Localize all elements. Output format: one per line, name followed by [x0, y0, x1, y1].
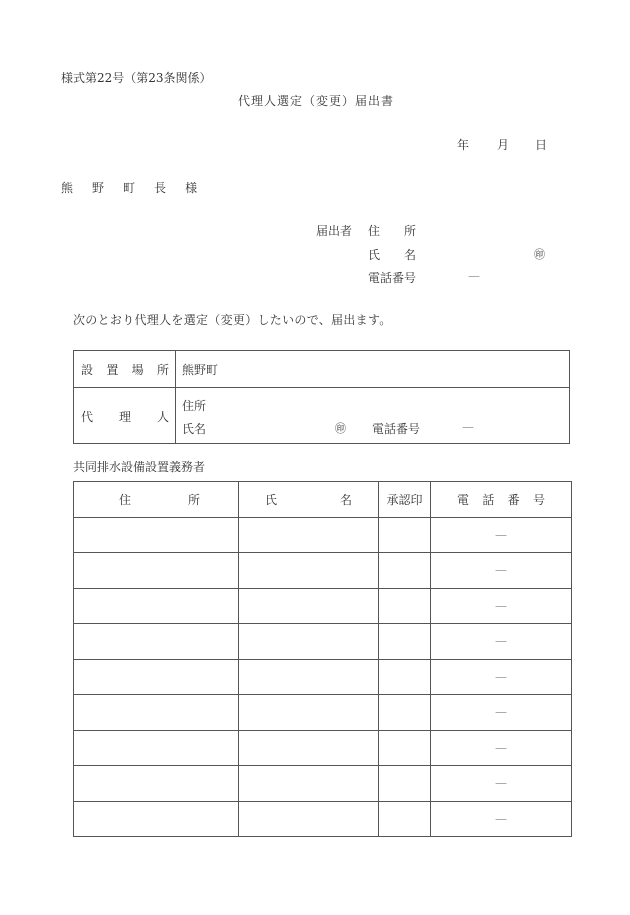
name-cell[interactable]: [239, 801, 379, 837]
applicant-phone-label: 電話番号: [368, 271, 417, 285]
column-header-phone: 電 話 番 号: [431, 482, 572, 518]
document-title: 代理人選定（変更）届出書: [238, 94, 395, 108]
agent-phone-dash: —: [462, 420, 474, 434]
location-value[interactable]: 熊野町: [182, 363, 219, 377]
addressee-char: 野: [92, 181, 105, 195]
name-cell[interactable]: [239, 588, 379, 624]
seal-cell[interactable]: [379, 588, 431, 624]
obligors-section-title: 共同排水設備設置義務者: [73, 460, 206, 474]
table-row: [74, 588, 572, 624]
agent-label: 代 理 人: [81, 410, 169, 424]
phone-cell[interactable]: —: [431, 588, 572, 624]
name-cell[interactable]: [239, 659, 379, 695]
table-header-row: [74, 482, 572, 518]
applicant-address-label: 住 所: [368, 224, 417, 238]
applicant-phone-dash: —: [468, 269, 480, 283]
column-header-name: 氏 名: [239, 482, 379, 518]
address-cell[interactable]: [74, 730, 239, 766]
seal-cell[interactable]: [379, 553, 431, 589]
name-cell[interactable]: [239, 553, 379, 589]
column-header-approval-seal: 承認印: [379, 482, 431, 518]
phone-cell[interactable]: —: [431, 766, 572, 802]
column-header-address: 住 所: [74, 482, 239, 518]
address-cell[interactable]: [74, 659, 239, 695]
name-cell[interactable]: [239, 695, 379, 731]
name-cell[interactable]: [239, 730, 379, 766]
phone-cell[interactable]: —: [431, 730, 572, 766]
seal-cell[interactable]: [379, 801, 431, 837]
addressee-char: 町: [123, 181, 136, 195]
address-cell[interactable]: [74, 766, 239, 802]
agent-phone-label: 電話番号: [372, 422, 421, 436]
table-row: [74, 695, 572, 731]
address-cell[interactable]: [74, 517, 239, 553]
addressee: [61, 179, 216, 196]
applicant-name-label: 氏 名: [368, 248, 417, 262]
seal-cell[interactable]: [379, 659, 431, 695]
seal-cell[interactable]: [379, 517, 431, 553]
seal-cell[interactable]: [379, 766, 431, 802]
address-cell[interactable]: [74, 801, 239, 837]
name-cell[interactable]: [239, 624, 379, 660]
agent-seal-mark: ㊞: [335, 422, 346, 435]
applicant-label: 届出者: [316, 224, 353, 238]
date-month: 月: [497, 138, 510, 152]
phone-cell[interactable]: —: [431, 659, 572, 695]
addressee-char: 熊: [61, 181, 74, 195]
table-row: [74, 659, 572, 695]
phone-cell[interactable]: —: [431, 553, 572, 589]
address-cell[interactable]: [74, 695, 239, 731]
phone-cell[interactable]: —: [431, 624, 572, 660]
obligors-table: [73, 481, 572, 837]
date-year: 年: [457, 138, 470, 152]
table-row: [74, 801, 572, 837]
phone-cell[interactable]: —: [431, 801, 572, 837]
name-cell[interactable]: [239, 766, 379, 802]
agent-address-label: 住所: [182, 399, 207, 413]
table-row: [74, 730, 572, 766]
agent-table: [73, 350, 570, 444]
applicant-seal-mark: ㊞: [534, 248, 545, 261]
phone-cell[interactable]: —: [431, 517, 572, 553]
addressee-char: 長: [154, 181, 167, 195]
seal-cell[interactable]: [379, 624, 431, 660]
name-cell[interactable]: [239, 517, 379, 553]
form-number: 様式第22号（第23条関係）: [61, 71, 212, 85]
address-cell[interactable]: [74, 553, 239, 589]
table-row: [74, 624, 572, 660]
addressee-char: 様: [185, 181, 198, 195]
location-label: 設 置 場 所: [81, 363, 169, 377]
date-day: 日: [535, 138, 548, 152]
seal-cell[interactable]: [379, 730, 431, 766]
table-row: [74, 553, 572, 589]
phone-cell[interactable]: —: [431, 695, 572, 731]
address-cell[interactable]: [74, 624, 239, 660]
address-cell[interactable]: [74, 588, 239, 624]
statement-text: 次のとおり代理人を選定（変更）したいので、届出ます。: [73, 313, 392, 327]
table-row: [74, 517, 572, 553]
table-row: [74, 766, 572, 802]
seal-cell[interactable]: [379, 695, 431, 731]
agent-name-label: 氏名: [182, 422, 207, 436]
